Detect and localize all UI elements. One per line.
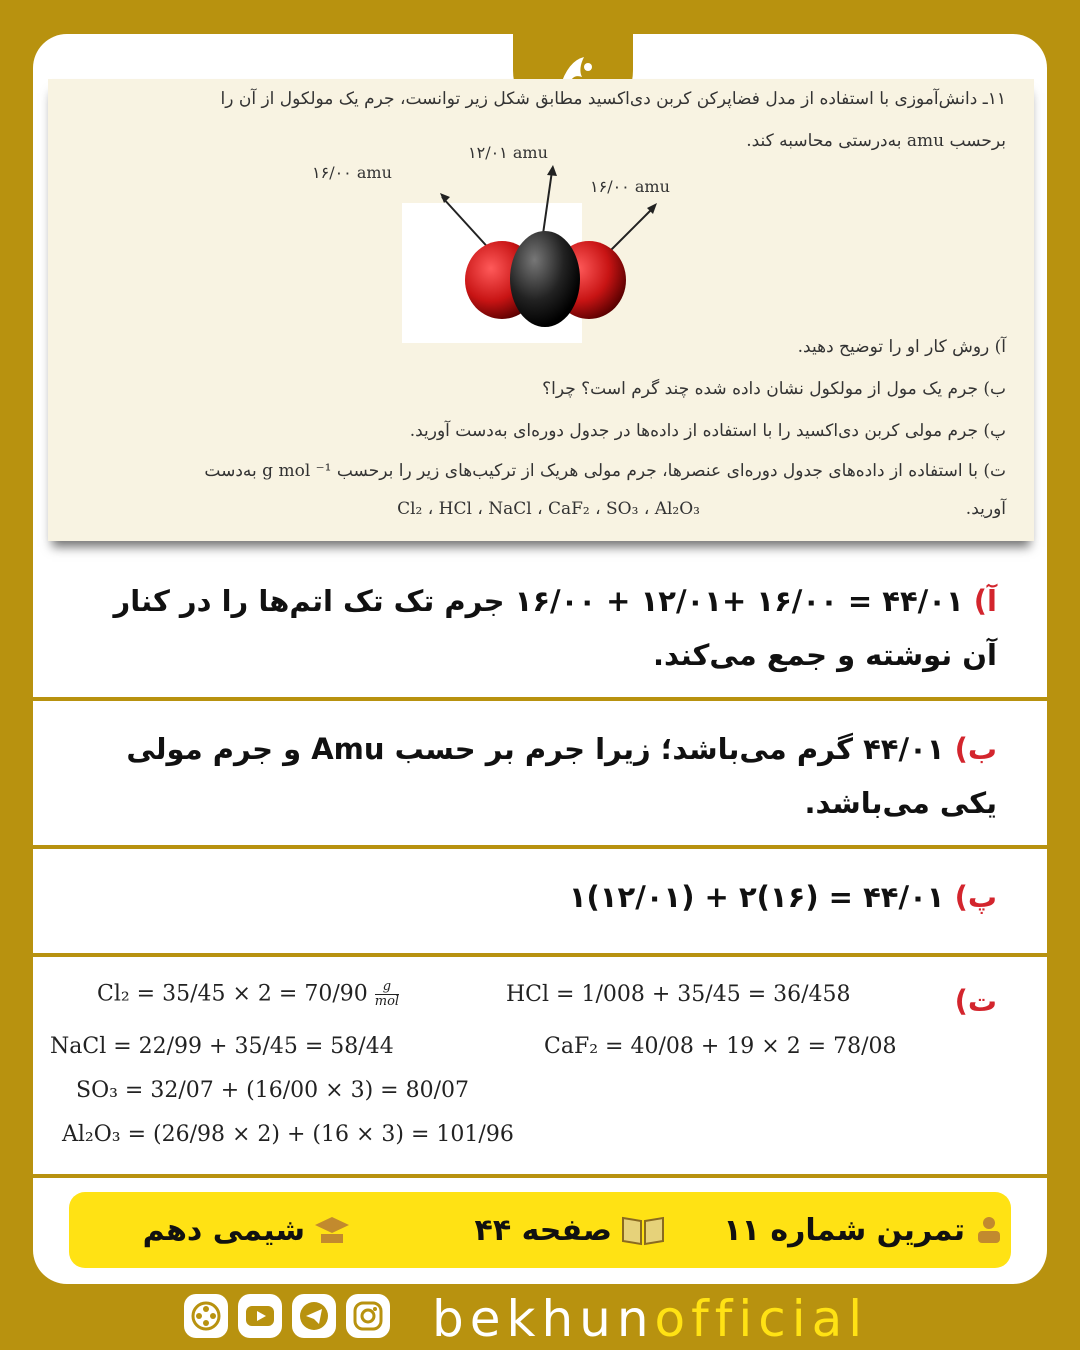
question-t: ت) با استفاده از داده‌های جدول دوره‌ای عنصرها، جرم مولی هریک از ترکیب‌های زیر را برحسب g mol ⁻¹ به‌دست (204, 461, 1006, 481)
answer-a-text: ۴۴/۰۱ = ۱۶/۰۰ +۱۲/۰۱ + ۱۶/۰۰ جرم تک تک اتم‌ها را در کنار آن نوشته و جمع می‌کند. (113, 584, 997, 672)
brand-handle: bekhunofficial (432, 1290, 869, 1348)
question-b: ب) جرم یک مول از مولکول نشان داده شده چند گرم است؟ چرا؟ (542, 379, 1006, 399)
formula-cl2: Cl₂ = 35/45 × 2 = 70/90 $\frac{g}{\text{mol}}$ (97, 979, 400, 1009)
answer-p-label: پ) (954, 880, 997, 914)
formula-al2o3: Al₂O₃ = (26/98 × 2) + (16 × 3) = 101/96 (62, 1122, 514, 1147)
formula-nacl: NaCl = 22/99 + 35/45 = 58/44 (50, 1034, 394, 1059)
instagram-icon[interactable] (346, 1294, 390, 1338)
mass-label-oxygen-left: ۱۶/۰۰ amu (312, 163, 392, 182)
problem-line-2: برحسب amu به‌درستی محاسبه کند. (746, 131, 1006, 151)
co2-molecule-image (348, 139, 708, 349)
answer-p (33, 870, 1047, 950)
mass-label-oxygen-right: ۱۶/۰۰ amu (590, 177, 670, 196)
film-reel-icon[interactable] (184, 1294, 228, 1338)
divider (33, 953, 1047, 957)
divider (33, 1174, 1047, 1178)
compound-list: Cl₂ ، HCl ، NaCl ، CaF₂ ، SO₃ ، Al₂O₃ (397, 499, 700, 519)
book-icon (620, 1213, 666, 1247)
formula-hcl: HCl = 1/008 + 35/45 = 36/458 (506, 982, 851, 1007)
footer-info-bar (69, 1192, 1011, 1268)
mass-label-carbon: ۱۲/۰۱ amu (468, 143, 548, 162)
question-t-end: آورید. (965, 499, 1006, 519)
unit-fraction: $\frac{g}{\text{mol}}$ (374, 979, 400, 1009)
telegram-icon[interactable] (292, 1294, 336, 1338)
divider (33, 845, 1047, 849)
textbook-problem (48, 79, 1034, 541)
answer-a-label: آ) (973, 584, 997, 618)
graduation-cap-icon (313, 1214, 351, 1246)
divider (33, 697, 1047, 701)
question-a: آ) روش کار او را توضیح دهید. (797, 337, 1006, 357)
answer-p-text: ۴۴/۰۱ = (۱۶)۲ + (۱۲/۰۱)۱ (568, 880, 945, 914)
answer-b (33, 722, 1047, 846)
subject-name: شیمی دهم (143, 1192, 351, 1268)
answer-b-label: ب) (954, 732, 997, 766)
answer-a (33, 572, 1047, 696)
youtube-icon[interactable] (238, 1294, 282, 1338)
answer-b-text: ۴۴/۰۱ گرم می‌باشد؛ زیرا جرم بر حسب Amu و جرم مولی یکی می‌باشد. (126, 732, 997, 820)
page-number: صفحه ۴۴ (475, 1192, 666, 1268)
exercise-number: تمرین شماره ۱۱ (723, 1192, 1005, 1268)
question-p: پ) جرم مولی کربن دی‌اکسید را با استفاده از داده‌ها در جدول دوره‌ای به‌دست آورید. (409, 421, 1006, 441)
answer-t-label: ت) (954, 984, 997, 1018)
social-icons (184, 1286, 400, 1346)
formula-so3: SO₃ = 32/07 + (16/00 × 3) = 80/07 (76, 1078, 469, 1103)
teacher-icon (973, 1214, 1005, 1246)
problem-line-1: ۱۱ـ دانش‌آموزی با استفاده از مدل فضاپرکن کربن دی‌اکسید مطابق شکل زیر توانست، جرم یک مولکول از آن را (220, 89, 1006, 109)
formula-caf2: CaF₂ = 40/08 + 19 × 2 = 78/08 (544, 1034, 897, 1059)
